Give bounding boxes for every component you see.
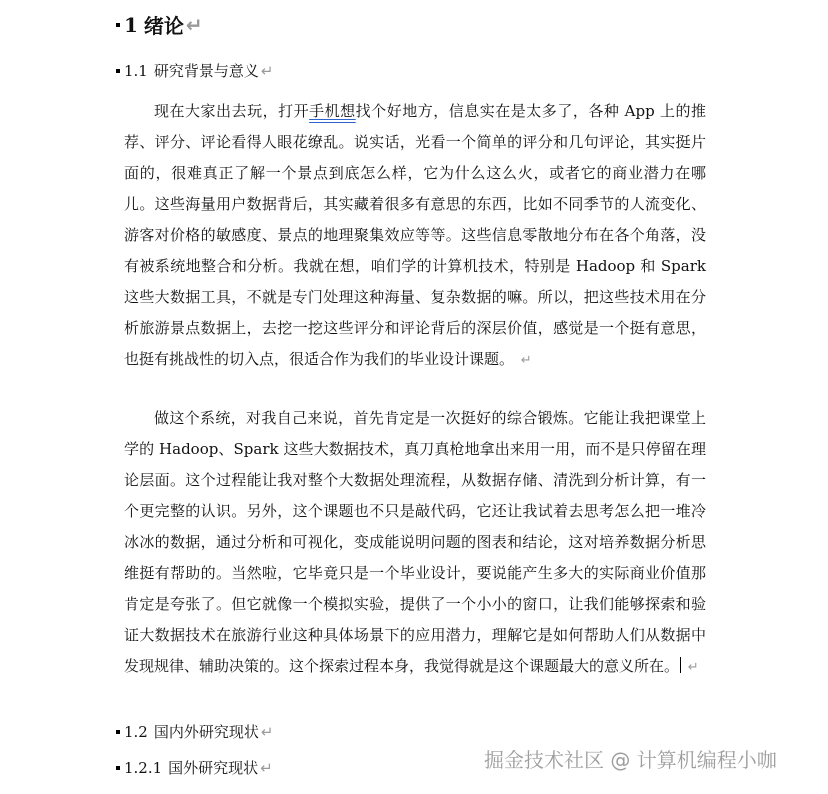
body-paragraph-1[interactable] — [124, 96, 706, 376]
heading-bullet — [116, 23, 120, 27]
heading-bullet — [116, 730, 120, 734]
paragraph-mark-icon: ↵ — [520, 353, 532, 368]
heading-bullet — [116, 766, 120, 770]
grammar-underlined-text[interactable]: 手机想 — [309, 102, 356, 120]
paragraph-mark-icon: ↵ — [260, 758, 273, 777]
heading-text: 国外研究现状 — [168, 759, 259, 777]
paragraph-mark-icon: ↵ — [185, 12, 203, 37]
heading-text: 国内外研究现状 — [153, 723, 259, 741]
heading-1-2-1[interactable] — [116, 757, 273, 778]
watermark: 掘金技术社区 @ 计算机编程小咖 — [484, 748, 777, 772]
paragraph-mark-icon: ↵ — [260, 61, 274, 80]
heading-text: 研究背景与意义 — [153, 62, 259, 80]
paragraph-mark-icon: ↵ — [687, 660, 699, 675]
heading-number: 1 — [124, 12, 138, 37]
paragraph-text: 现在大家出去玩，打开 — [154, 102, 310, 120]
heading-1[interactable] — [116, 10, 203, 39]
heading-number: 1.1 — [124, 61, 148, 80]
text-cursor — [680, 657, 681, 673]
paragraph-mark-icon: ↵ — [260, 722, 274, 741]
heading-number: 1.2.1 — [124, 758, 163, 777]
heading-1-1[interactable] — [116, 60, 273, 81]
body-paragraph-2[interactable] — [124, 403, 706, 683]
heading-1-2[interactable] — [116, 721, 273, 742]
heading-text: 绪论 — [143, 14, 184, 38]
heading-number: 1.2 — [124, 722, 148, 741]
paragraph-text: 找个好地方，信息实在是太多了，各种 App 上的推荐、评分、评论看得人眼花缭乱。说实话，光看一个简单的评分和几句评论，其实挺片面的，很难真正了解一个景点到底怎么样，它为什么这么火，或者它的商业潜力在哪儿。这些海量用户数据背后，其实藏着很多有意思的东西，比如不同季节的人流变化、游客对价格的敏感度、景点的地理聚集效应等等。这些信息零散地分布在各个角落，没有被系统地整合和分析。我就在想，咱们学的计算机技术，特别是 Hadoop 和 Spark 这些大数据工具，不就是专门处理这种海量、复杂数据的嘛。所以，把这些技术用在分析旅游景点数据上，去挖一挖这些评分和评论背后的深层价值，感觉是一个挺有意思，也挺有挑战性的切入点，很适合作为我们的毕业设计课题。 — [124, 102, 706, 368]
heading-bullet — [116, 69, 120, 73]
paragraph-text: 做这个系统，对我自己来说，首先肯定是一次挺好的综合锻炼。它能让我把课堂上学的 Hadoop、Spark 这些大数据技术，真刀真枪地拿出来用一用，而不是只停留在理论层面。这个过程能让我对整个大数据处理流程，从数据存储、清洗到分析计算，有一个更完整的认识。另外，这个课题也不只是敲代码，它还让我试着去思考怎么把一堆冷冰冰的数据，通过分析和可视化，变成能说明问题的图表和结论，这对培养数据分析思维挺有帮助的。当然啦，它毕竟只是一个毕业设计，要说能产生多大的实际商业价值那肯定是夸张了。但它就像一个模拟实验，提供了一个小小的窗口，让我们能够探索和验证大数据技术在旅游行业这种具体场景下的应用潜力，理解它是如何帮助人们从数据中发现规律、辅助决策的。这个探索过程本身，我觉得就是这个课题最大的意义所在。 — [124, 409, 706, 675]
